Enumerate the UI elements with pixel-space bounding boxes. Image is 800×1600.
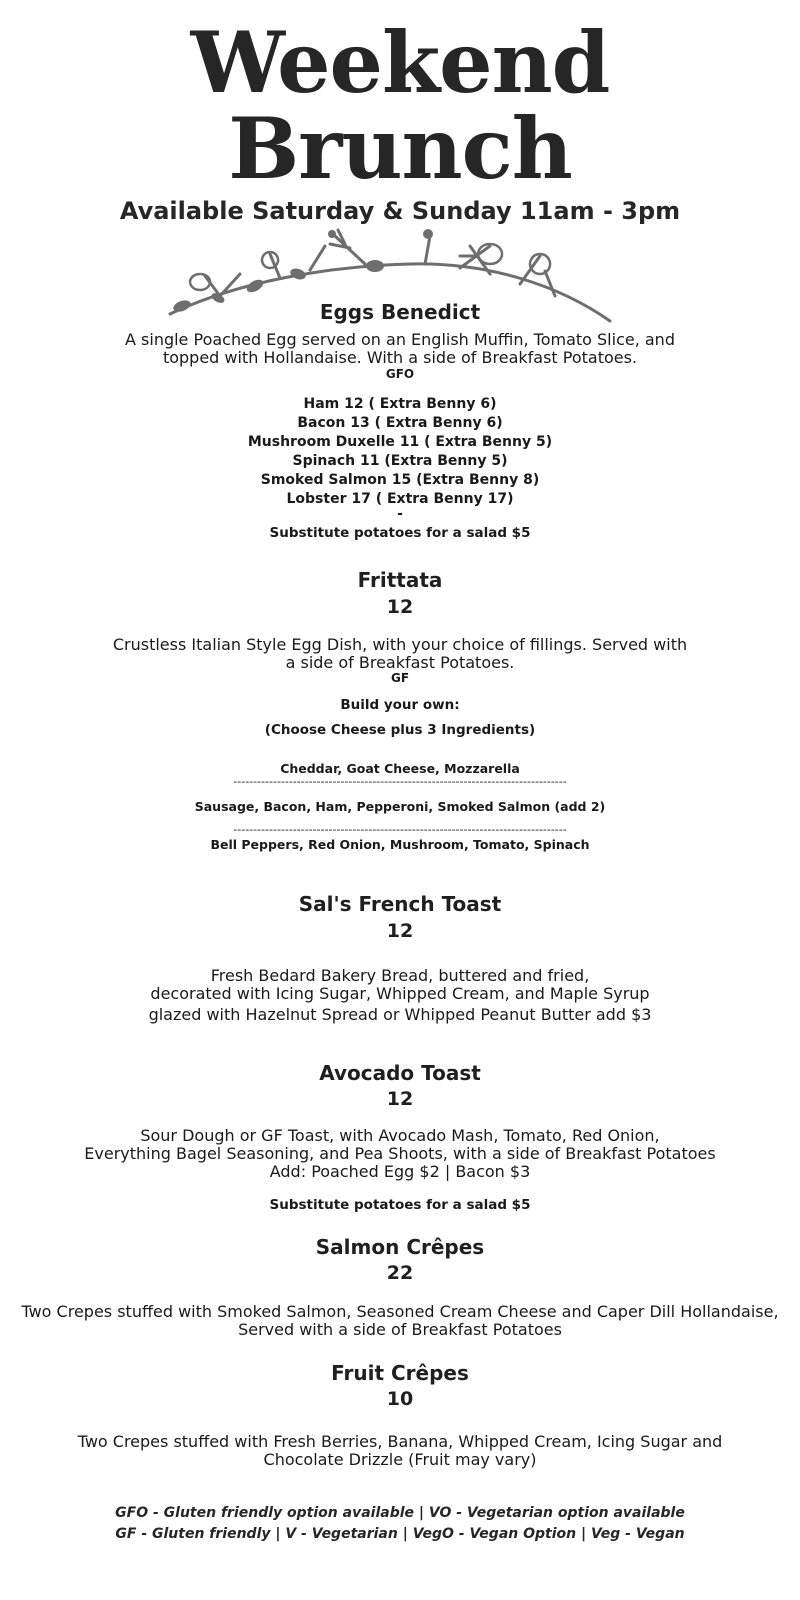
frittata-tag: GF [390,671,410,685]
salmon-crepes-heading: Salmon Crêpes [315,1235,485,1259]
benedict-option: Mushroom Duxelle 11 ( Extra Benny 5) [247,434,553,450]
salmon-crepes-description-1: Two Crepes stuffed with Smoked Salmon, Seasoned Cream Cheese and Caper Dill Hollandaise, [21,1302,779,1321]
eggs-benedict-tag: GFO [385,367,415,381]
benedict-option: Ham 12 ( Extra Benny 6) [303,396,497,412]
frittata-price: 12 [386,596,414,618]
menu-title-line-1: Weekend [190,13,610,112]
benedict-option: Lobster 17 ( Extra Benny 17) [286,491,514,507]
benedict-separator: - [397,506,403,522]
french-toast-price: 12 [386,920,414,942]
benedict-substitute-note: Substitute potatoes for a salad $5 [269,525,531,541]
dietary-legend-line-1: GFO - Gluten friendly option available | VO - Vegetarian option available [115,1505,685,1521]
divider: ------------------------------------------------------------------------------------ [233,775,567,788]
menu-title-line-2: Brunch [228,99,572,198]
availability-subtitle: Available Saturday & Sunday 11am - 3pm [119,197,681,225]
salmon-crepes-price: 22 [386,1262,414,1284]
frittata-cheese-options: Cheddar, Goat Cheese, Mozzarella [280,761,520,776]
eggs-benedict-description-2: topped with Hollandaise. With a side of Breakfast Potatoes. [162,348,638,367]
french-toast-description-1: Fresh Bedard Bakery Bread, buttered and fried, [210,966,590,985]
avocado-toast-description-1: Sour Dough or GF Toast, with Avocado Mash, Tomato, Red Onion, [140,1126,660,1145]
eggs-benedict-description-1: A single Poached Egg served on an English Muffin, Tomato Slice, and [125,330,675,349]
avocado-toast-description-2: Everything Bagel Seasoning, and Pea Shoots, with a side of Breakfast Potatoes [84,1144,716,1163]
french-toast-description-2: decorated with Icing Sugar, Whipped Cream, and Maple Syrup [150,984,650,1003]
benedict-option: Bacon 13 ( Extra Benny 6) [297,415,503,431]
eggs-benedict-heading: Eggs Benedict [319,300,481,324]
divider: ------------------------------------------------------------------------------------ [233,823,567,836]
fruit-crepes-heading: Fruit Crêpes [331,1361,469,1385]
frittata-description-1: Crustless Italian Style Egg Dish, with your choice of fillings. Served with [112,635,688,654]
dietary-legend-line-2: GF - Gluten friendly | V - Vegetarian | VegO - Vegan Option | Veg - Vegan [115,1526,685,1542]
fruit-crepes-description-2: Chocolate Drizzle (Fruit may vary) [263,1450,537,1469]
benedict-option: Smoked Salmon 15 (Extra Benny 8) [260,472,540,488]
french-toast-heading: Sal's French Toast [298,892,502,916]
avocado-toast-heading: Avocado Toast [319,1061,481,1085]
fruit-crepes-description-1: Two Crepes stuffed with Fresh Berries, Banana, Whipped Cream, Icing Sugar and [77,1432,723,1451]
frittata-choose-label: (Choose Cheese plus 3 Ingredients) [264,722,536,738]
benedict-option: Spinach 11 (Extra Benny 5) [292,453,508,469]
fruit-crepes-price: 10 [386,1388,414,1410]
frittata-protein-options: Sausage, Bacon, Ham, Pepperoni, Smoked Salmon (add 2) [194,799,606,814]
frittata-description-2: a side of Breakfast Potatoes. [285,653,515,672]
avocado-substitute-note: Substitute potatoes for a salad $5 [269,1197,531,1213]
avocado-toast-price: 12 [386,1088,414,1110]
frittata-build-label: Build your own: [340,697,460,713]
avocado-toast-addons: Add: Poached Egg $2 | Bacon $3 [269,1162,531,1181]
frittata-heading: Frittata [357,568,443,592]
french-toast-description-3: glazed with Hazelnut Spread or Whipped Peanut Butter add $3 [148,1005,652,1024]
frittata-veggie-options: Bell Peppers, Red Onion, Mushroom, Tomato, Spinach [210,837,590,852]
salmon-crepes-description-2: Served with a side of Breakfast Potatoes [238,1320,562,1339]
